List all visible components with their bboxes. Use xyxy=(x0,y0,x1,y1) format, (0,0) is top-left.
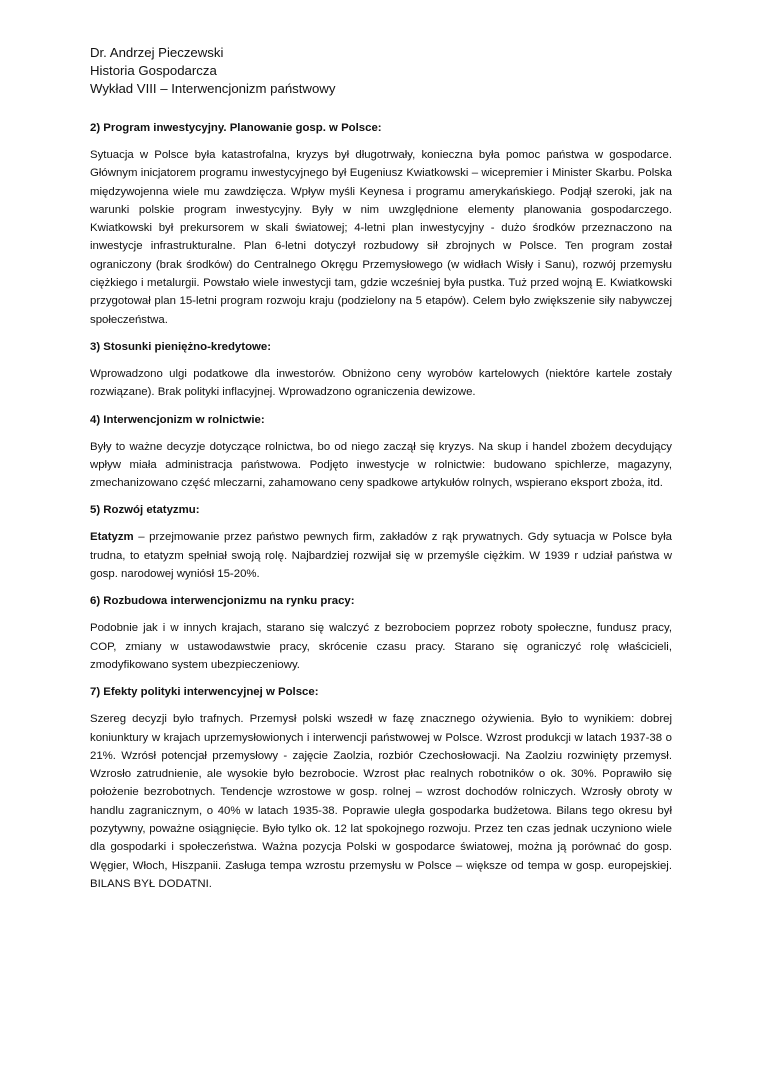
document-page xyxy=(90,44,672,903)
section-paragraph: Sytuacja w Polsce była katastrofalna, kryzys był długotrwały, konieczna była pomoc państwa w gospodarce. Głównym inicjatorem programu inwestycyjnego był Eugeniusz Kwiatkowski – wicepremier i Minister Skarbu. Polska międzywojenna wiele mu zawdzięcza. Wpływ myśli Keynesa i programu amerykańskiego. Podjął szeroki, jak na warunki polskie program inwestycyjny. Były w nim uwzględnione elementy planowania gospodarczego. Kwiatkowski był prekursorem w skali światowej; 4-letni plan inwestycyjny - dużo środków przeznaczono na inwestycje infrastrukturalne. Plan 6-letni dotyczył rozbudowy sił zbrojnych w Polsce. Ten program został ograniczony (brak środków) do Centralnego Okręgu Przemysłowego (w widłach Wisły i Sanu), rozwój przemysłu ciężkiego i metalurgii. Powstało wiele inwestycji tam, gdzie wcześniej była pustka. Tuż przed wojną E. Kwiatkowski przygotował plan 15-letni program rozwoju kraju (podzielony na 5 etapów). Celem było zwiększenie siły nabywczej społeczeństwa. xyxy=(90,149,672,326)
section-policy-effects xyxy=(90,684,672,893)
section-heading: 3) Stosunki pieniężno-kredytowe: xyxy=(90,340,272,353)
section-agriculture-interventionism xyxy=(90,412,672,493)
definition-text: – przejmowanie przez państwo pewnych firm, zakładów z rąk prywatnych. Gdy sytuacja w Polsce była trudna, to etatyzm spełniał swoją rolę. Najbardziej rozwijał się w przemyśle ciężkim. W 1939 r udział państwa w gosp. narodowej wyniósł 15-20%. xyxy=(90,531,672,581)
section-monetary-credit xyxy=(90,339,672,402)
lecture-title: Wykład VIII – Interwencjonizm państwowy xyxy=(90,81,336,96)
section-paragraph: Były to ważne decyzje dotyczące rolnictwa, bo od niego zaczął się kryzys. Na skup i handel zbożem decydujący wpływ miała administracja państwowa. Podjęto inwestycje w rolnictwie: budowano spichlerze, magazyny, zmechanizowano część mleczarni, zahamowano ceny spadkowe artykułów rolnych, wspierano eksport zboża, itd. xyxy=(90,440,672,490)
defined-term: Etatyzm xyxy=(90,531,134,544)
section-etatism xyxy=(90,502,672,583)
section-heading: 5) Rozwój etatyzmu: xyxy=(90,504,200,517)
section-labor-market xyxy=(90,593,672,674)
author-name: Dr. Andrzej Pieczewski xyxy=(90,45,224,60)
section-paragraph: Podobnie jak i w innych krajach, starano się walczyć z bezrobociem poprzez roboty społeczne, fundusz pracy, COP, zmiany w ustawodawstwie pracy, skrócenie czasu pracy. Starano się ograniczyć rolę właścicieli, zmodyfikowano system ubezpieczeniowy. xyxy=(90,622,672,671)
document-header xyxy=(90,44,672,98)
section-heading: 4) Interwencjonizm w rolnictwie: xyxy=(90,413,265,426)
course-title: Historia Gospodarcza xyxy=(90,63,217,78)
section-paragraph: Szereg decyzji było trafnych. Przemysł polski wszedł w fazę znacznego ożywienia. Było to wynikiem: dobrej koniunktury w krajach uprzemysłowionych i interwencji państwowej w Polsce. Wzrost produkcji w latach 1937-38 o 21%. Wzrósł potencjał przemysłowy - zajęcie Zaolzia, rozbiór Czechosłowacji. Na Zaolziu rozwinięty przemysł. Wzrosło zatrudnienie, ale wysokie było bezrobocie. Wzrost płac realnych robotników o ok. 30%. Poprawiło się położenie bezrobotnych. Tendencje wzrostowe w gosp. rolnej – wzrost dochodów rolniczych. Wzrosły obroty w handlu zagranicznym, o 40% w latach 1935-38. Poprawie uległa gospodarka budżetowa. Bilans tego okresu był pozytywny, poważne osiągnięcie. Było tylko ok. 12 lat spokojnego rozwoju. Przez ten czas jednak uczyniono wiele dla gospodarki i społeczeństwa. Ważna pozycja Polski w gospodarce światowej, można ją porównać do gosp. Węgier, Włoch, Hiszpanii. Zasługa tempa wzrostu przemysłu w Polsce – większe od tempa w gosp. europejskiej. BILANS BYŁ DODATNI. xyxy=(90,713,672,890)
section-heading: 7) Efekty polityki interwencyjnej w Polsce: xyxy=(90,686,319,699)
section-paragraph: Wprowadzono ulgi podatkowe dla inwestorów. Obniżono ceny wyrobów kartelowych (niektóre kartele zostały rozwiązane). Brak polityki inflacyjnej. Wprowadzono ograniczenia dewizowe. xyxy=(90,367,672,399)
section-investment-program xyxy=(90,120,672,329)
section-heading: 2) Program inwestycyjny. Planowanie gosp. w Polsce: xyxy=(90,122,382,134)
section-heading: 6) Rozbudowa interwencjonizmu na rynku pracy: xyxy=(90,595,355,608)
section-paragraph xyxy=(90,528,672,583)
